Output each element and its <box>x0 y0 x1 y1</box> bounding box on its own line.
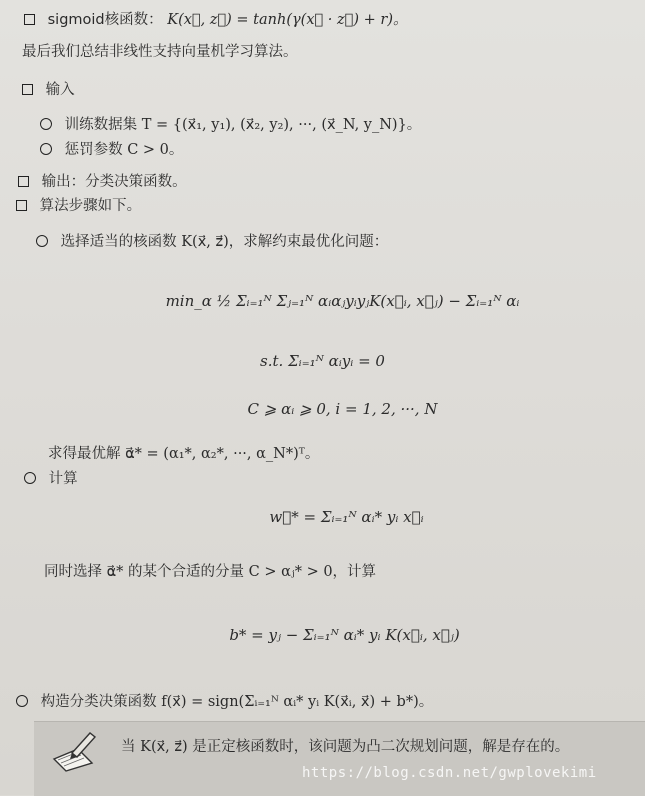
compute-item <box>24 467 78 488</box>
steps-item <box>16 194 141 215</box>
input-heading <box>22 78 75 99</box>
choose-kernel-item <box>36 230 388 251</box>
sigmoid-label: sigmoid核函数： <box>47 12 163 28</box>
output-item <box>18 170 187 191</box>
penalty-text: 惩罚参数 C > 0。 <box>64 142 184 158</box>
circle-bullet-icon <box>16 695 28 707</box>
watermark: https://blog.csdn.net/gwplovekimi <box>302 765 597 781</box>
choose-component: 同时选择 α⃗* 的某个合适的分量 C > αⱼ* > 0，计算 <box>44 564 377 580</box>
choose-kernel-text: 选择适当的核函数 K(x⃗, z⃗)，求解约束最优化问题： <box>60 234 389 250</box>
decision-text: 构造分类决策函数 f(x⃗) = sign(Σᵢ₌₁ᴺ αᵢ* yᵢ K(x⃗ᵢ, x⃗) + b*)。 <box>40 694 434 710</box>
square-bullet-icon <box>24 14 35 25</box>
w-formula: w⃗* = Σᵢ₌₁ᴺ αᵢ* yᵢ x⃗ᵢ <box>269 508 424 526</box>
square-bullet-icon <box>18 176 29 187</box>
circle-bullet-icon <box>24 472 36 484</box>
constraint-sum: s.t. Σᵢ₌₁ᴺ αᵢyᵢ = 0 <box>260 352 385 370</box>
square-bullet-icon <box>16 200 27 211</box>
summary-text: 最后我们总结非线性支持向量机学习算法。 <box>22 44 298 60</box>
objective-formula: min_α ½ Σᵢ₌₁ᴺ Σⱼ₌₁ᴺ αᵢαⱼyᵢyⱼK(x⃗ᵢ, x⃗ⱼ) − Σᵢ₌₁ᴺ αᵢ <box>165 292 520 310</box>
pencil-note-icon <box>48 729 100 773</box>
b-formula: b* = yⱼ − Σᵢ₌₁ᴺ αᵢ* yᵢ K(x⃗ᵢ, x⃗ⱼ) <box>229 626 460 644</box>
train-set-text: 训练数据集 T = {(x⃗₁, y₁), (x⃗₂, y₂), ···, (x⃗_N, y_N)}。 <box>64 117 422 133</box>
steps-text: 算法步骤如下。 <box>39 198 142 214</box>
constraint-range: C ⩾ αᵢ ⩾ 0, i = 1, 2, ···, N <box>247 400 438 418</box>
train-set-item <box>40 113 421 134</box>
decision-item <box>16 690 433 711</box>
compute-text: 计算 <box>48 471 78 487</box>
square-bullet-icon <box>22 84 33 95</box>
input-heading-label: 输入 <box>45 82 75 98</box>
optimal-solution: 求得最优解 α⃗* = (α₁*, α₂*, ···, α_N*)ᵀ。 <box>48 446 320 462</box>
penalty-item <box>40 138 183 159</box>
note-text: 当 K(x⃗, z⃗) 是正定核函数时，该问题为凸二次规划问题，解是存在的。 <box>121 739 570 755</box>
sigmoid-formula: K(x⃗, z⃗) = tanh(γ(x⃗ · z⃗) + r)。 <box>167 12 408 28</box>
circle-bullet-icon <box>40 143 52 155</box>
note-box <box>34 721 645 796</box>
circle-bullet-icon <box>40 118 52 130</box>
output-text: 输出：分类决策函数。 <box>41 174 187 190</box>
circle-bullet-icon <box>36 235 48 247</box>
sigmoid-line <box>24 8 407 29</box>
